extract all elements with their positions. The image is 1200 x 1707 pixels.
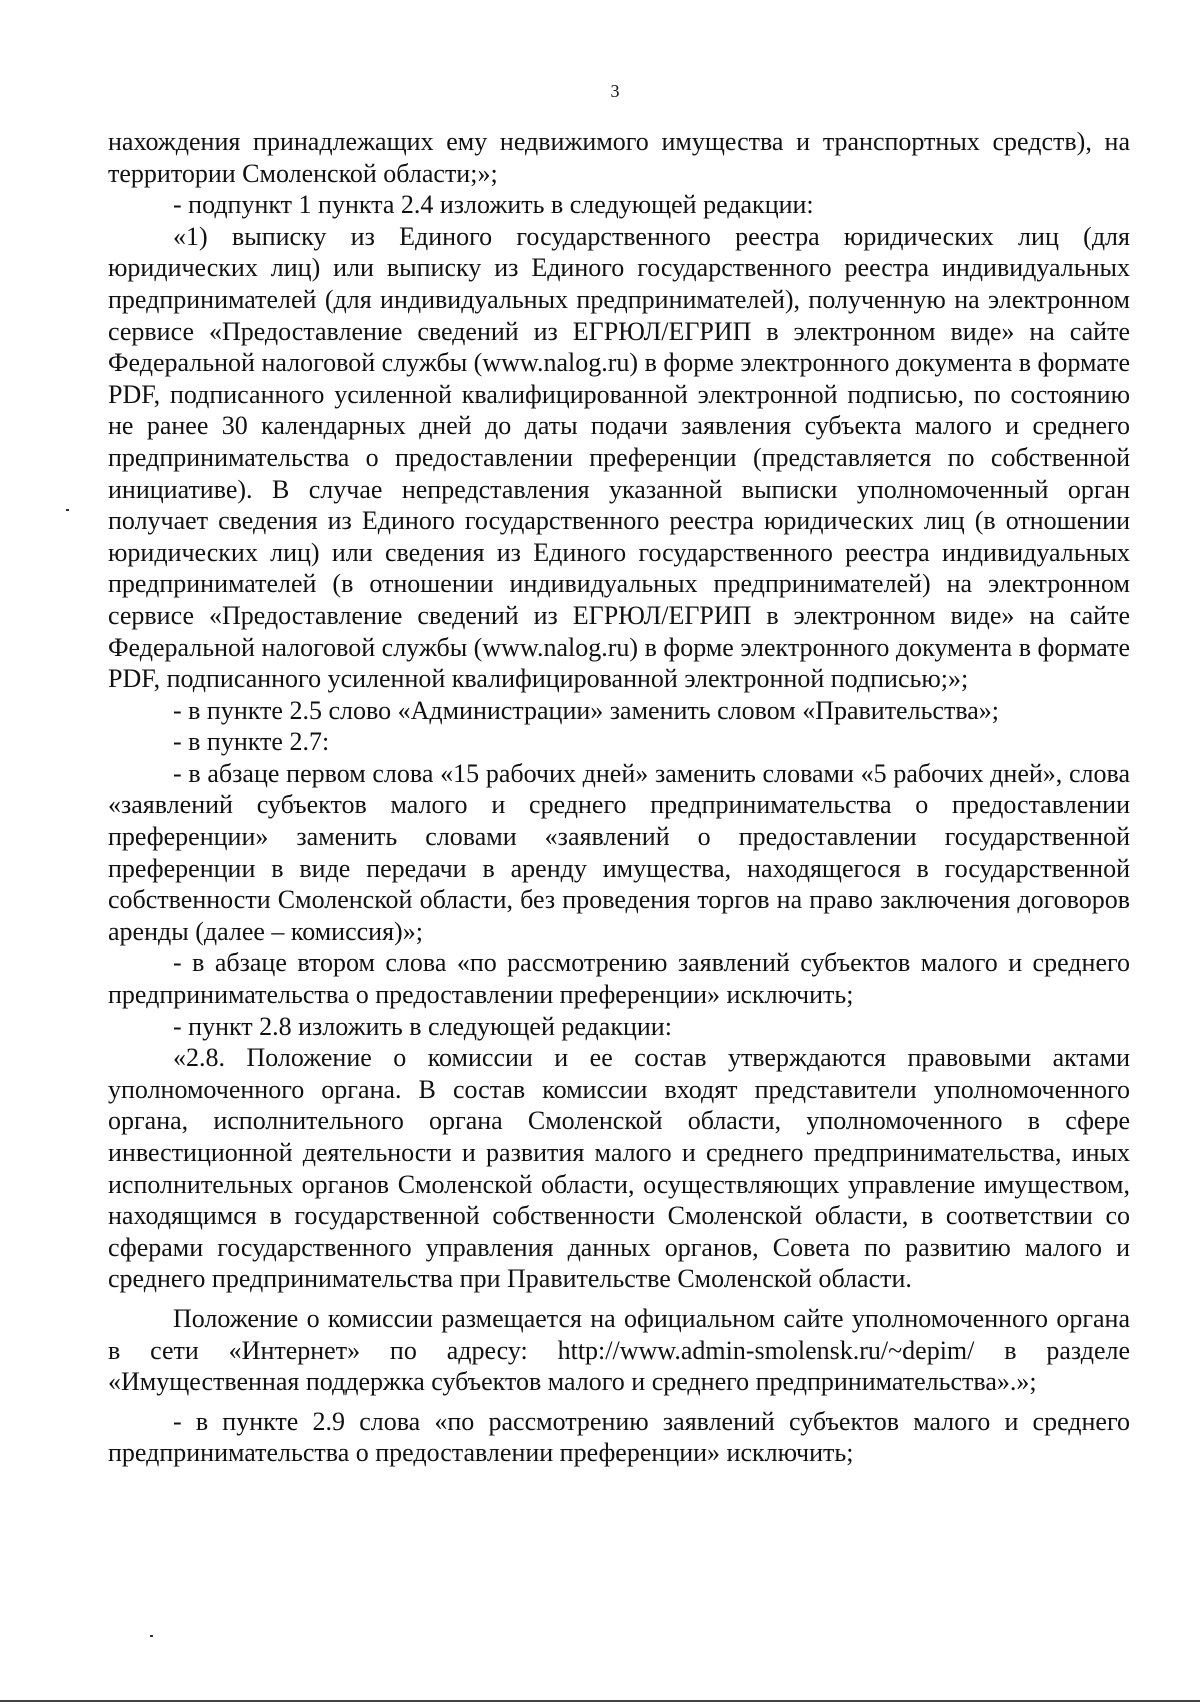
page-number: 3 <box>610 81 620 101</box>
scan-artifact-dot <box>66 509 69 511</box>
paragraph-point-2-9: - в пункте 2.9 слова «по рассмотрению заявлений субъектов малого и среднего предпринимательства о предоставлении преференции» исключить; <box>108 1406 1130 1468</box>
paragraph-point-2-7-header: - в пункте 2.7: <box>173 727 330 757</box>
paragraph-subpoint-2-4-header: - подпункт 1 пункта 2.4 изложить в следующей редакции: <box>173 190 814 220</box>
paragraph-point-2-7-second: - в абзаце втором слова «по рассмотрению заявлений субъектов малого и среднего предпринимательства о предоставлении преференции» исключить; <box>108 948 1130 1010</box>
scan-artifact-dot <box>150 1635 153 1637</box>
paragraph-point-2-7-first: - в абзаце первом слова «15 рабочих дней» заменить словами «5 рабочих дней», слова «заявлений субъектов малого и среднего предпринимательства о предоставлении преференции» заменить словами «заявлений о предоставлении государственной преференции в виде передачи в аренду имущества, находящегося в государственной собственности Смоленской области, без проведения торгов на право заключения договоров аренды (далее – комиссия)»; <box>108 758 1130 946</box>
paragraph-subpoint-2-4-text: «1) выписку из Единого государственного реестра юридических лиц (для юридических лиц) или выписку из Единого государственного реестра индивидуальных предпринимателей (для индивидуальных предпринимателей), полученную на электронном сервисе «Предоставление сведений из ЕГРЮЛ/ЕГРИП в электронном виде» на сайте Федеральной налоговой службы (www.nalog.ru) в форме электронного документа в формате PDF, подписанного усиленной квалифицированной электронной подписью, по состоянию не ранее 30 календарных дней до даты подачи заявления субъекта малого и среднего предпринимательства о предоставлении преференции (представляется по собственной инициативе). В случае непредставления указанной выписки уполномоченный орган получает сведения из Единого государственного реестра юридических лиц (в отношении юридических лиц) или сведения из Единого государственного реестра индивидуальных предпринимателей (в отношении индивидуальных предпринимателей) на электронном сервисе «Предоставление сведений из ЕГРЮЛ/ЕГРИП в электронном виде» на сайте Федеральной налоговой службы (www.nalog.ru) в форме электронного документа в формате PDF, подписанного усиленной квалифицированной электронной подписью;»; <box>108 221 1130 694</box>
paragraph-point-2-8-header: - пункт 2.8 изложить в следующей редакции: <box>173 1011 672 1041</box>
document-body <box>108 126 1130 1469</box>
paragraph-commission-regulation: Положение о комиссии размещается на официальном сайте уполномоченного органа в сети «Интернет» по адресу: http://www.admin-smolensk.ru/~depim/ в разделе «Имущественная поддержка субъектов малого и среднего предпринимательства».»; <box>108 1303 1130 1397</box>
paragraph-point-2-5: - в пункте 2.5 слово «Администрации» заменить словом «Правительства»; <box>173 695 1000 725</box>
paragraph-point-2-8-text: «2.8. Положение о комиссии и ее состав утверждаются правовыми актами уполномоченного органа. В состав комиссии входят представители уполномоченного органа, исполнительного органа Смоленской области, уполномоченного в сфере инвестиционной деятельности и развития малого и среднего предпринимательства, иных исполнительных органов Смоленской области, осуществляющих управление имуществом, находящимся в государственной собственности Смоленской области, в соответствии со сферами государственного управления данных органов, Совета по развитию малого и среднего предпринимательства при Правительстве Смоленской области. <box>108 1043 1130 1294</box>
scan-edge-line <box>0 1700 1200 1702</box>
paragraph-continuation: нахождения принадлежащих ему недвижимого имущества и транспортных средств), на территории Смоленской области;»; <box>108 127 1130 188</box>
